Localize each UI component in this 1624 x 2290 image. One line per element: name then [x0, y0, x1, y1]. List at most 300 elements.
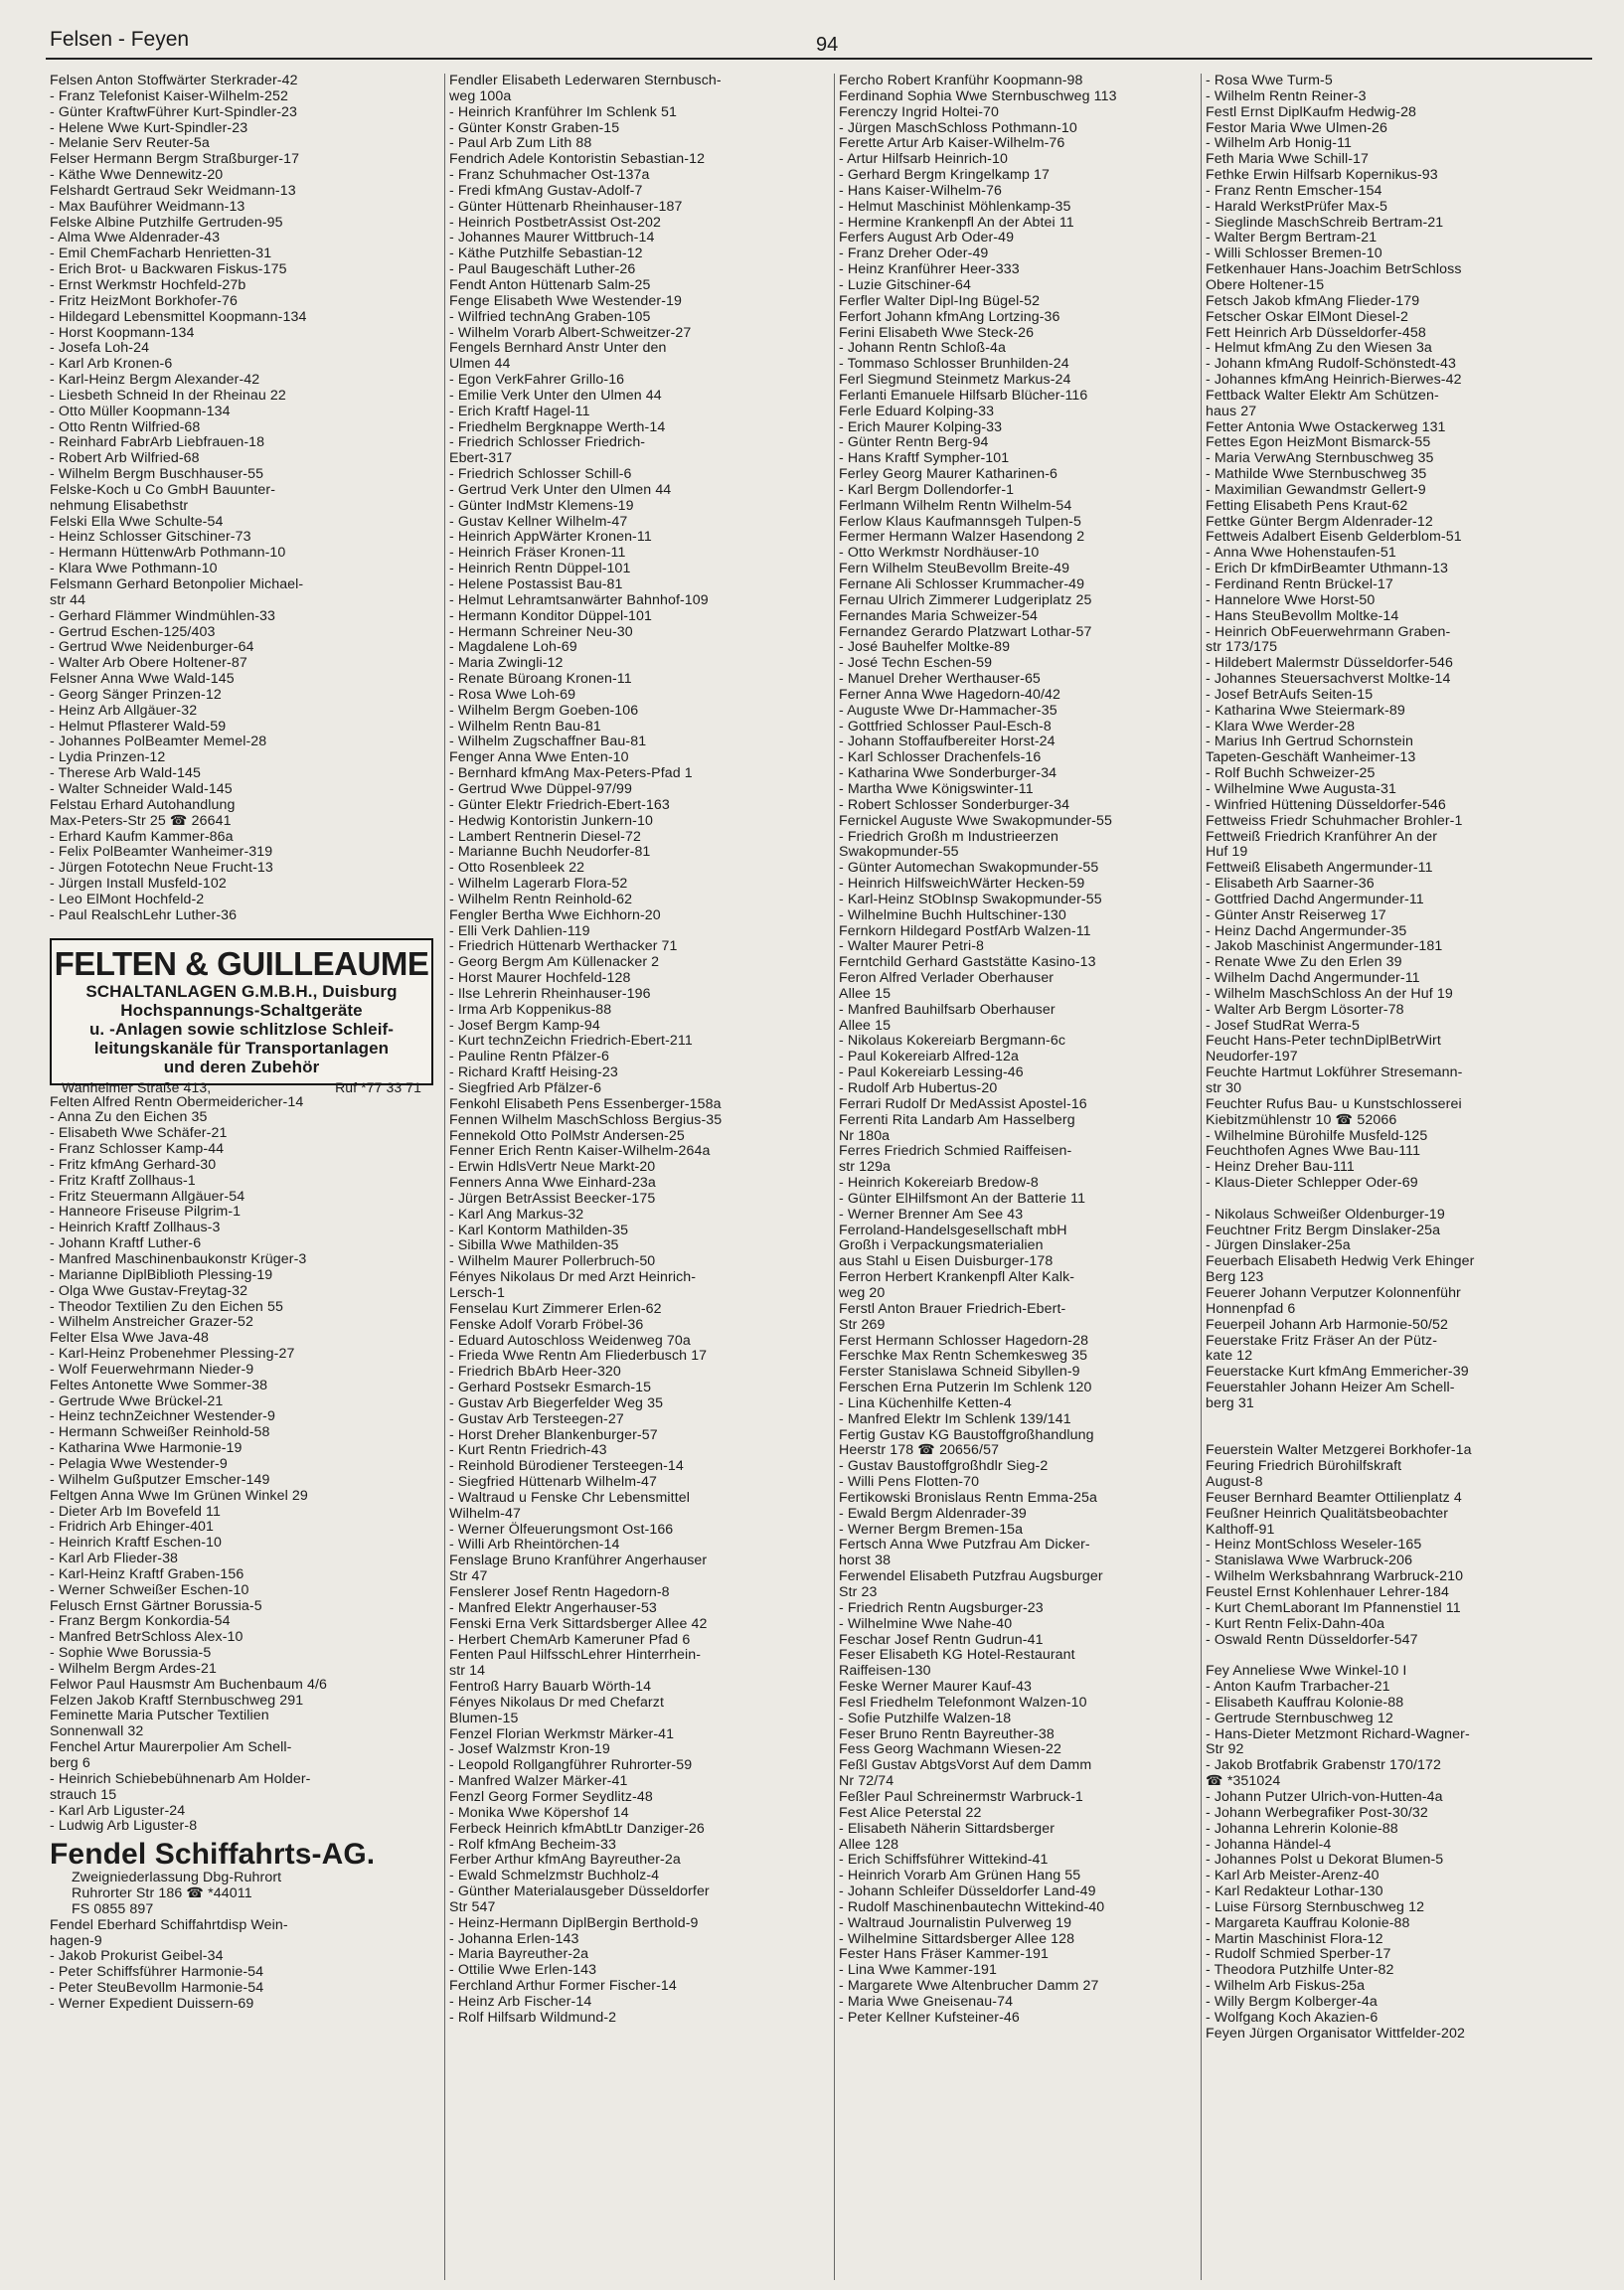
directory-entry: - Willi Schlosser Bremen-10 — [1206, 245, 1382, 262]
directory-entry: - Hermann Schreiner Neu-30 — [449, 623, 633, 640]
directory-entry: - Wilhelm Rentn Reinhold-62 — [449, 891, 633, 907]
directory-entry: Feron Alfred Verlader Oberhauser — [839, 970, 1055, 987]
directory-entry: - Hannelore Wwe Horst-50 — [1206, 591, 1376, 608]
directory-entry: Fess Georg Wachmann Wiesen-22 — [839, 1741, 1061, 1758]
directory-entry: - Anna Zu den Eichen 35 — [50, 1109, 208, 1126]
directory-entry: - Marianne DiplBiblioth Plessing-19 — [50, 1266, 273, 1283]
directory-entry: - Gerhard Flämmer Windmühlen-33 — [50, 607, 276, 624]
directory-entry: - Erich Dr kfmDirBeamter Uthmann-13 — [1206, 561, 1448, 577]
directory-entry: - Theodor Textilien Zu den Eichen 55 — [50, 1298, 283, 1315]
directory-entry: - Franz Dreher Oder-49 — [839, 245, 989, 262]
ad-line: und deren Zubehör — [163, 1057, 320, 1076]
directory-entry: - Kurt technZeichn Friedrich-Ebert-211 — [449, 1033, 693, 1050]
directory-entry: - Artur Hilfsarb Heinrich-10 — [839, 151, 1008, 168]
entry-list-1a — [50, 74, 432, 924]
directory-entry: - Werner Expedient Duissern-69 — [50, 1995, 254, 2012]
directory-entry: - Friedrich Rentn Augsburger-23 — [839, 1599, 1044, 1616]
directory-entry: - Karl Schlosser Drachenfels-16 — [839, 749, 1042, 766]
directory-entry: - Maria Zwingli-12 — [449, 655, 564, 672]
directory-entry: - Richard Kraftf Heising-23 — [449, 1064, 618, 1081]
directory-entry: - Gustav Arb Biegerfelder Weg 35 — [449, 1394, 664, 1411]
directory-entry: - Johann Kraftf Luther-6 — [50, 1235, 202, 1252]
directory-entry: Neudorfer-197 — [1206, 1049, 1298, 1065]
directory-entry: - Rudolf Schmied Sperber-17 — [1206, 1946, 1391, 1963]
directory-entry: Ferres Friedrich Schmied Raiffeisen- — [839, 1143, 1072, 1160]
directory-entry: - Friedrich Hüttenarb Werthacker 71 — [449, 938, 678, 955]
directory-entry: kate 12 — [1206, 1348, 1253, 1365]
directory-entry: - Heinz Dachd Angermunder-35 — [1206, 922, 1407, 939]
directory-entry: Feminette Maria Putscher Textilien — [50, 1708, 269, 1724]
directory-entry: - Helene Wwe Kurt-Spindler-23 — [50, 119, 248, 136]
directory-entry: Feser Elisabeth KG Hotel-Restaurant — [839, 1647, 1075, 1664]
directory-entry: - Elisabeth Näherin Sittardsberger — [839, 1820, 1056, 1837]
directory-entry: - Friedhelm Bergknappe Werth-14 — [449, 418, 666, 435]
directory-entry: - Peter Kellner Kufsteiner-46 — [839, 2009, 1020, 2026]
directory-entry: - Hermann HüttenwArb Pothmann-10 — [50, 545, 286, 562]
directory-entry: Ferini Elisabeth Wwe Steck-26 — [839, 324, 1035, 341]
felten-guilleaume-ad — [50, 938, 433, 1095]
directory-entry: - Nikolaus Kokereiarb Bergmann-6c — [839, 1033, 1066, 1050]
directory-entry: - Franz Bergm Konkordia-54 — [50, 1613, 231, 1630]
directory-entry: - Karl Arb Flieder-38 — [50, 1551, 179, 1567]
directory-entry: - Margareta Kauffrau Kolonie-88 — [1206, 1914, 1410, 1931]
directory-entry: - Gertrud Wwe Düppel-97/99 — [449, 780, 632, 797]
directory-entry: weg 100a — [449, 87, 512, 104]
directory-entry: Ferle Eduard Kolping-33 — [839, 403, 995, 419]
directory-entry: Ferschen Erna Putzerin Im Schlenk 120 — [839, 1380, 1092, 1396]
directory-entry: - Waltraud u Fenske Chr Lebensmittel — [449, 1489, 690, 1506]
directory-entry: - Erich Brot- u Backwaren Fiskus-175 — [50, 261, 287, 278]
directory-entry: - Pauline Rentn Pfälzer-6 — [449, 1049, 610, 1065]
directory-entry: Fettweiß Friedrich Kranführer An der — [1206, 828, 1438, 845]
directory-entry: - Hildegard Lebensmittel Koopmann-134 — [50, 308, 307, 325]
directory-entry: - Reinhold Bürodiener Tersteegen-14 — [449, 1458, 684, 1475]
directory-entry: - Hermann Schweißer Reinhold-58 — [50, 1424, 270, 1441]
directory-entry: - Peter SteuBevollm Harmonie-54 — [50, 1980, 264, 1997]
directory-entry: - Wilhelm Bergm Ardes-21 — [50, 1660, 217, 1677]
directory-entry: Feuerpeil Johann Arb Harmonie-50/52 — [1206, 1316, 1449, 1333]
directory-entry: - Herbert ChemArb Kameruner Pfad 6 — [449, 1631, 691, 1648]
directory-entry: - Wilhelm MaschSchloss An der Huf 19 — [1206, 985, 1453, 1002]
directory-entry: ☎ *351024 — [1206, 1773, 1281, 1790]
directory-entry: - Franz Schlosser Kamp-44 — [50, 1141, 225, 1158]
directory-entry: Feuerstake Fritz Fräser An der Pütz- — [1206, 1332, 1438, 1349]
directory-entry: - Ewald Bergm Aldenrader-39 — [839, 1505, 1027, 1522]
directory-entry: - Max Bauführer Weidmann-13 — [50, 198, 245, 215]
directory-entry: Feuchthofen Agnes Wwe Bau-111 — [1206, 1143, 1421, 1160]
directory-entry: - Jürgen Install Musfeld-102 — [50, 876, 227, 893]
directory-entry: Honnenpfad 6 — [1206, 1300, 1296, 1317]
directory-entry: - Wilhelm Zugschaffner Bau-81 — [449, 734, 647, 750]
directory-entry: Fettback Walter Elektr Am Schützen- — [1206, 387, 1439, 404]
directory-entry: Fendler Elisabeth Lederwaren Sternbusch- — [449, 73, 722, 88]
directory-entry — [1206, 1192, 1598, 1208]
directory-entry: - Wilhelm Dachd Angermunder-11 — [1206, 970, 1420, 987]
directory-entry: - Johanna Händel-4 — [1206, 1836, 1332, 1853]
directory-entry: Fenske Adolf Vorarb Fröbel-36 — [449, 1316, 644, 1333]
directory-entry: - Siegfried Arb Pfälzer-6 — [449, 1080, 602, 1096]
directory-entry: - Johanna Lehrerin Kolonie-88 — [1206, 1820, 1398, 1837]
directory-entry: Feucht Hans-Peter technDiplBetrWirt — [1206, 1033, 1441, 1050]
directory-entry: - Mathilde Wwe Sternbuschweg 35 — [1206, 466, 1427, 483]
directory-entry: - Otto Werkmstr Nordhäuser-10 — [839, 545, 1040, 562]
directory-entry: - Bernhard kfmAng Max-Peters-Pfad 1 — [449, 765, 693, 782]
directory-entry: Feschar Josef Rentn Gudrun-41 — [839, 1631, 1044, 1648]
directory-entry: - Manfred Walzer Märker-41 — [449, 1773, 628, 1790]
directory-entry: - Sophie Wwe Borussia-5 — [50, 1645, 212, 1662]
directory-entry: Str 47 — [449, 1568, 488, 1585]
directory-entry: Fényes Nikolaus Dr med Arzt Heinrich- — [449, 1269, 697, 1286]
directory-entry: Sonnenwall 32 — [50, 1723, 144, 1740]
directory-entry: - Lydia Prinzen-12 — [50, 749, 166, 766]
directory-entry: - Friedrich Schlosser Schill-6 — [449, 466, 632, 483]
column-1 — [50, 74, 432, 2280]
directory-entry: - Fritz HeizMont Borkhofer-76 — [50, 292, 238, 309]
directory-entry: Felser Hermann Bergm Straßburger-17 — [50, 151, 300, 168]
directory-entry: Fester Hans Fräser Kammer-191 — [839, 1946, 1050, 1963]
directory-entry: - Jakob Maschinist Angermunder-181 — [1206, 938, 1443, 955]
directory-entry: - Heinrich Vorarb Am Grünen Hang 55 — [839, 1868, 1081, 1884]
directory-entry: - Martin Maschinist Flora-12 — [1206, 1930, 1383, 1947]
directory-entry: Fern Wilhelm SteuBevollm Breite-49 — [839, 561, 1070, 577]
directory-entry: Felske-Koch u Co GmbH Bauunter- — [50, 481, 276, 498]
directory-entry: - Gustav Baustoffgroßhdlr Sieg-2 — [839, 1458, 1049, 1475]
directory-entry: Str 92 — [1206, 1741, 1244, 1758]
directory-entry: str 173/175 — [1206, 639, 1278, 656]
directory-entry: Lersch-1 — [449, 1284, 505, 1301]
page-number: 94 — [816, 34, 839, 56]
directory-entry: - Martha Wwe Königswinter-11 — [839, 780, 1034, 797]
ad-title: FELTEN & GUILLEAUME — [54, 944, 429, 982]
directory-entry: Fertikowski Bronislaus Rentn Emma-25a — [839, 1489, 1097, 1506]
directory-entry: Kiebitzmühlenstr 10 ☎ 52066 — [1206, 1111, 1397, 1128]
directory-entry: - Günter Anstr Reiserweg 17 — [1206, 906, 1386, 923]
directory-entry: Fenten Paul HilfsschLehrer Hinterrhein- — [449, 1647, 702, 1664]
directory-entry: - Lambert Rentnerin Diesel-72 — [449, 828, 641, 845]
directory-entry: - Kurt Rentn Friedrich-43 — [449, 1442, 607, 1459]
directory-entry: - Klaus-Dieter Schlepper Oder-69 — [1206, 1175, 1418, 1192]
directory-entry: Fernane Ali Schlosser Krummacher-49 — [839, 576, 1085, 592]
directory-entry: Kalthoff-91 — [1206, 1521, 1275, 1538]
directory-entry: - Günther Materialausgeber Düsseldorfer — [449, 1883, 710, 1900]
directory-entry: Obere Holtener-15 — [1206, 276, 1325, 293]
directory-entry: Ferroland-Handelsgesellschaft mbH — [839, 1222, 1067, 1238]
directory-entry: Ferntchild Gerhard Gaststätte Kasino-13 — [839, 954, 1096, 971]
directory-entry: - Walter Maurer Petri-8 — [839, 938, 985, 955]
directory-entry: - Werner Schweißer Eschen-10 — [50, 1581, 249, 1598]
directory-entry: - Luise Fürsorg Sternbuschweg 12 — [1206, 1898, 1425, 1915]
directory-entry: Tapeten-Geschäft Wanheimer-13 — [1206, 749, 1416, 766]
directory-entry: - Margarete Wwe Altenbrucher Damm 27 — [839, 1978, 1099, 1995]
directory-entry: - Johanna Erlen-143 — [449, 1930, 579, 1947]
column-4 — [1201, 74, 1598, 2280]
directory-entry: - Johann Stoffaufbereiter Horst-24 — [839, 734, 1056, 750]
directory-entry: - Jürgen Fototechn Neue Frucht-13 — [50, 860, 273, 877]
directory-entry: - Werner Bergm Bremen-15a — [839, 1521, 1024, 1538]
directory-entry: Fett Heinrich Arb Düsseldorfer-458 — [1206, 324, 1426, 341]
directory-entry: - Katharina Wwe Steiermark-89 — [1206, 702, 1405, 719]
directory-entry: - Paul RealschLehr Luther-36 — [50, 906, 238, 923]
directory-entry: - Johann Schleifer Düsseldorfer Land-49 — [839, 1883, 1096, 1900]
directory-entry: - Erwin HdlsVertr Neue Markt-20 — [449, 1159, 656, 1176]
directory-entry: Feth Maria Wwe Schill-17 — [1206, 151, 1370, 168]
directory-entry: - Maria Bayreuther-2a — [449, 1946, 589, 1963]
directory-entry: - Günter Konstr Graben-15 — [449, 119, 620, 136]
directory-entry: - Friedrich Schlosser Friedrich- — [449, 434, 646, 451]
directory-entry: - Hildebert Malermstr Düsseldorfer-546 — [1206, 655, 1454, 672]
directory-entry: - Ernst Werkmstr Hochfeld-27b — [50, 276, 246, 293]
directory-entry: Feuchter Rufus Bau- u Kunstschlosserei — [1206, 1095, 1462, 1112]
directory-entry — [1206, 1648, 1598, 1664]
directory-entry: - Karl Arb Liguster-24 — [50, 1802, 186, 1819]
directory-entry: - Alma Wwe Aldenrader-43 — [50, 230, 221, 246]
directory-entry: - Fridrich Arb Ehinger-401 — [50, 1519, 215, 1536]
directory-entry: Raiffeisen-130 — [839, 1663, 931, 1680]
directory-entry: - Walter Arb Bergm Lösorter-78 — [1206, 1001, 1404, 1018]
directory-entry: Ferlmann Wilhelm Rentn Wilhelm-54 — [839, 497, 1072, 514]
directory-entry: - Wilhelmine Buchh Hultschiner-130 — [839, 906, 1066, 923]
directory-entry: berg 31 — [1206, 1394, 1254, 1411]
directory-entry: - Kurt Rentn Felix-Dahn-40a — [1206, 1615, 1385, 1632]
directory-entry: Fenselau Kurt Zimmerer Erlen-62 — [449, 1300, 662, 1317]
ad-footer — [52, 1080, 431, 1100]
directory-entry: - Otto Rosenbleek 22 — [449, 860, 585, 877]
directory-entry: - Manfred BetrSchloss Alex-10 — [50, 1629, 244, 1646]
directory-entry: - Johannes Steuersachverst Moltke-14 — [1206, 671, 1451, 688]
directory-entry: - Josef Bergm Kamp-94 — [449, 1017, 600, 1034]
directory-entry: - Franz Rentn Emscher-154 — [1206, 182, 1382, 199]
directory-entry: - Gertrud Wwe Neidenburger-64 — [50, 639, 254, 656]
directory-entry: - Karl-Heinz StObInsp Swakopmunder-55 — [839, 891, 1102, 907]
directory-entry: Feser Bruno Rentn Bayreuther-38 — [839, 1725, 1055, 1742]
directory-entry: Feyen Jürgen Organisator Wittfelder-202 — [1206, 2025, 1465, 2042]
directory-entry: - Jürgen Dinslaker-25a — [1206, 1237, 1351, 1254]
directory-entry: - Winfried Hüttening Düsseldorfer-546 — [1206, 796, 1446, 813]
directory-entry: Ferner Anna Wwe Hagedorn-40/42 — [839, 686, 1061, 703]
directory-entry: Felski Ella Wwe Schulte-54 — [50, 513, 224, 530]
directory-entry: - Emilie Verk Unter den Ulmen 44 — [449, 387, 662, 404]
directory-entry: - Karl Arb Kronen-6 — [50, 356, 173, 373]
directory-entry: - Walter Arb Obere Holtener-87 — [50, 655, 247, 672]
directory-entry: str 44 — [50, 591, 86, 608]
fendel-ad-line: Ruhrorter Str 186 ☎ *44011 — [72, 1885, 252, 1902]
directory-entry: - Manfred Bauhilfsarb Oberhauser — [839, 1001, 1056, 1018]
directory-entry: Fenkohl Elisabeth Pens Essenberger-158a — [449, 1095, 722, 1112]
directory-entry: Allee 128 — [839, 1836, 899, 1853]
directory-entry: - Johann kfmAng Rudolf-Schönstedt-43 — [1206, 356, 1457, 373]
directory-entry: - Siegfried Hüttenarb Wilhelm-47 — [449, 1474, 658, 1491]
directory-entry: - Jürgen BetrAssist Beecker-175 — [449, 1190, 656, 1207]
directory-entry: Swakopmunder-55 — [839, 844, 959, 861]
directory-entry: Felstau Erhard Autohandlung — [50, 796, 236, 813]
directory-entry: Ferstl Anton Brauer Friedrich-Ebert- — [839, 1300, 1066, 1317]
directory-entry: - Paul Kokereiarb Lessing-46 — [839, 1064, 1024, 1081]
directory-entry: - Gottfried Dachd Angermunder-11 — [1206, 891, 1424, 907]
directory-entry: strauch 15 — [50, 1786, 117, 1803]
directory-entry: Ferl Siegmund Steinmetz Markus-24 — [839, 372, 1071, 389]
directory-entry: - Wilhelm Arb Fiskus-25a — [1206, 1978, 1366, 1995]
directory-entry: - Wilhelmine Sittardsberger Allee 128 — [839, 1930, 1075, 1947]
directory-entry: - Günter IndMstr Klemens-19 — [449, 497, 634, 514]
directory-entry: - Friedrich BbArb Heer-320 — [449, 1364, 621, 1381]
directory-entry: - Kurt ChemLaborant Im Pfannenstiel 11 — [1206, 1599, 1461, 1616]
directory-entry: - Heinz MontSchloss Weseler-165 — [1206, 1537, 1422, 1554]
directory-entry: - Robert Arb Wilfried-68 — [50, 450, 200, 467]
directory-entry: - Magdalene Loh-69 — [449, 639, 577, 656]
directory-entry: Fenchel Artur Maurerpolier Am Schell- — [50, 1739, 292, 1756]
directory-entry: Ferlanti Emanuele Hilfsarb Blücher-116 — [839, 387, 1088, 404]
directory-entry: Feuerstacke Kurt kfmAng Emmericher-39 — [1206, 1364, 1469, 1381]
directory-entry: - Heinrich ObFeuerwehrmann Graben- — [1206, 623, 1451, 640]
directory-entry: - Gerhard Postsekr Esmarch-15 — [449, 1380, 652, 1396]
directory-entry: Fenzel Florian Werkmstr Märker-41 — [449, 1725, 675, 1742]
directory-entry: - José Bauhelfer Moltke-89 — [839, 639, 1011, 656]
directory-entry: Fenski Erna Verk Sittardsberger Allee 42 — [449, 1615, 708, 1632]
directory-entry: - Gertrud Verk Unter den Ulmen 44 — [449, 481, 672, 498]
ad-phone: Ruf *77 33 71 — [335, 1078, 421, 1095]
directory-entry: - Heinrich AppWärter Kronen-11 — [449, 529, 652, 546]
directory-entry: Ferenczy Ingrid Holtei-70 — [839, 103, 999, 120]
directory-entry: - Josef Walzmstr Kron-19 — [449, 1741, 610, 1758]
directory-entry: - Rolf Buchh Schweizer-25 — [1206, 765, 1376, 782]
ad-address: Wanheimer Straße 413, — [62, 1078, 212, 1095]
directory-entry: - Fredi kfmAng Gustav-Adolf-7 — [449, 182, 643, 199]
directory-entry: - Rolf kfmAng Becheim-33 — [449, 1836, 616, 1853]
directory-entry: str 30 — [1206, 1080, 1242, 1096]
directory-entry: - Erhard Kaufm Kammer-86a — [50, 828, 234, 845]
directory-entry: - Heinz Schlosser Gitschiner-73 — [50, 529, 251, 546]
directory-entry: - Paul Arb Zum Lith 88 — [449, 135, 592, 152]
directory-entry: - Klara Wwe Werder-28 — [1206, 718, 1356, 735]
directory-entry: - Walter Bergm Bertram-21 — [1206, 230, 1378, 246]
directory-entry: - Heinz technZeichner Westender-9 — [50, 1408, 275, 1425]
directory-entry: - Georg Sänger Prinzen-12 — [50, 686, 222, 703]
directory-entry: - Hans-Dieter Metzmont Richard-Wagner- — [1206, 1725, 1470, 1742]
directory-entry: Fest Alice Peterstal 22 — [839, 1804, 982, 1821]
directory-entry: - Josef StudRat Werra-5 — [1206, 1017, 1361, 1034]
directory-entry: hagen-9 — [50, 1932, 102, 1949]
directory-entry: Festl Ernst DiplKaufm Hedwig-28 — [1206, 103, 1417, 120]
directory-entry: - Manfred Elektr Im Schlenk 139/141 — [839, 1410, 1071, 1427]
directory-entry: - Pelagia Wwe Westender-9 — [50, 1455, 228, 1472]
directory-entry: Fetsch Jakob kfmAng Flieder-179 — [1206, 292, 1420, 309]
directory-entry: Fettke Günter Bergm Aldenrader-12 — [1206, 513, 1433, 530]
directory-entry: - Heinrich Kraftf Zollhaus-3 — [50, 1220, 221, 1236]
directory-entry: - Helmut Pflasterer Wald-59 — [50, 718, 227, 735]
directory-entry: Ebert-317 — [449, 450, 513, 467]
directory-entry: - Paul Kokereiarb Alfred-12a — [839, 1049, 1020, 1065]
directory-entry: - Karl Arb Meister-Arenz-40 — [1206, 1868, 1380, 1884]
directory-entry: - Horst Maurer Hochfeld-128 — [449, 970, 631, 987]
directory-entry: Feßler Paul Schreinermstr Warbruck-1 — [839, 1788, 1083, 1805]
directory-entry: - Heinrich Rentn Düppel-101 — [449, 561, 631, 577]
directory-entry: - Ottilie Wwe Erlen-143 — [449, 1962, 597, 1979]
directory-entry: - Willi Arb Rheintörchen-14 — [449, 1537, 620, 1554]
directory-entry: Feuerstahler Johann Heizer Am Schell- — [1206, 1380, 1455, 1396]
ad-line: u. -Anlagen sowie schlitzlose Schleif- — [88, 1019, 395, 1039]
directory-entry: - Helmut kfmAng Zu den Wiesen 3a — [1206, 340, 1432, 357]
directory-entry: Str 269 — [839, 1316, 886, 1333]
directory-entry: - Maria Wwe Gneisenau-74 — [839, 1993, 1014, 2010]
directory-entry: - Katharina Wwe Harmonie-19 — [50, 1440, 243, 1457]
directory-entry: - Leo ElMont Hochfeld-2 — [50, 891, 205, 907]
directory-entry: - Karl Bergm Dollendorfer-1 — [839, 481, 1015, 498]
directory-entry: Feußner Heinrich Qualitätsbeobachter — [1206, 1505, 1449, 1522]
directory-entry: - Waltraud Journalistin Pulverweg 19 — [839, 1914, 1072, 1931]
directory-entry: - Hans Kaiser-Wilhelm-76 — [839, 182, 1003, 199]
directory-entry: - Anton Kaufm Trarbacher-21 — [1206, 1679, 1390, 1696]
directory-entry: Max-Peters-Str 25 ☎ 26641 — [50, 812, 232, 829]
directory-entry: Fertsch Anna Wwe Putzfrau Am Dicker- — [839, 1537, 1090, 1554]
directory-entry: - Erich Schiffsführer Wittekind-41 — [839, 1852, 1049, 1869]
directory-entry: - Friedrich Großh m Industrieerzen — [839, 828, 1059, 845]
directory-entry: - Manuel Dreher Werthauser-65 — [839, 671, 1041, 688]
directory-entry: - Werner Ölfeuerungsmont Ost-166 — [449, 1521, 674, 1538]
ad-line: Hochspannungs-Schaltgeräte — [120, 1000, 363, 1020]
directory-entry: - Heinrich Fräser Kronen-11 — [449, 545, 626, 562]
fendel-ad-line: FS 0855 897 — [72, 1900, 154, 1917]
directory-entry: - Wilhelm Lagerarb Flora-52 — [449, 876, 628, 893]
directory-entry: Feuchtner Fritz Bergm Dinslaker-25a — [1206, 1222, 1441, 1238]
directory-entry: - Klara Wwe Pothmann-10 — [50, 561, 218, 577]
directory-entry: Ferette Artur Arb Kaiser-Wilhelm-76 — [839, 135, 1065, 152]
directory-entry: - Heinz Arb Allgäuer-32 — [50, 702, 198, 719]
directory-entry: - Gertrude Sternbuschweg 12 — [1206, 1710, 1393, 1726]
directory-entry: - Leopold Rollgangführer Ruhrorter-59 — [449, 1757, 693, 1774]
directory-entry: Fesl Friedhelm Telefonmont Walzen-10 — [839, 1694, 1087, 1711]
ad-line: SCHALTANLAGEN G.M.B.H., Duisburg — [85, 981, 398, 1001]
directory-entry: - Johann Rentn Schloß-4a — [839, 340, 1007, 357]
directory-entry: - Elisabeth Wwe Schäfer-21 — [50, 1125, 228, 1142]
directory-entry: Fertig Gustav KG Baustoffgroßhandlung — [839, 1426, 1094, 1443]
directory-entry: - Karl-Heinz Kraftf Graben-156 — [50, 1565, 244, 1582]
directory-entry: - Wilhelm Maurer Pollerbruch-50 — [449, 1253, 656, 1270]
directory-entry: str 129a — [839, 1159, 892, 1176]
directory-entry: - Wilhelmine Wwe Augusta-31 — [1206, 780, 1396, 797]
directory-entry: - Johannes Maurer Wittbruch-14 — [449, 230, 655, 246]
directory-entry: - Fritz Kraftf Zollhaus-1 — [50, 1172, 196, 1189]
directory-entry: Fenners Anna Wwe Einhard-23a — [449, 1175, 656, 1192]
directory-entry — [1206, 1428, 1598, 1444]
directory-entry: - Georg Bergm Am Küllenacker 2 — [449, 954, 660, 971]
directory-entry: Str 547 — [449, 1898, 496, 1915]
directory-entry: Felten Alfred Rentn Obermeidericher-14 — [50, 1093, 304, 1110]
directory-entry: Ferfler Walter Dipl-Ing Bügel-52 — [839, 292, 1041, 309]
directory-entry: - Johannes PolBeamter Memel-28 — [50, 734, 267, 750]
directory-entry: - Johann Putzer Ulrich-von-Hutten-4a — [1206, 1788, 1443, 1805]
directory-entry: - Elisabeth Kauffrau Kolonie-88 — [1206, 1694, 1404, 1711]
directory-entry: - Gottfried Schlosser Paul-Esch-8 — [839, 718, 1052, 735]
directory-entry: - Lina Küchenhilfe Ketten-4 — [839, 1394, 1012, 1411]
directory-entry: - Hans Kraftf Sympher-101 — [839, 450, 1010, 467]
directory-entry: - Günter Elektr Friedrich-Ebert-163 — [449, 796, 670, 813]
directory-entry: Fendrich Adele Kontoristin Sebastian-12 — [449, 151, 706, 168]
directory-entry: Ferlow Klaus Kaufmannsgeh Tulpen-5 — [839, 513, 1081, 530]
directory-entry: Fenzl Georg Former Seydlitz-48 — [449, 1788, 653, 1805]
directory-entry: - Josefa Loh-24 — [50, 340, 150, 357]
directory-entry: Felshardt Gertraud Sekr Weidmann-13 — [50, 182, 296, 199]
directory-entry: Feuerbach Elisabeth Hedwig Verk Ehinger — [1206, 1253, 1475, 1270]
directory-entry: - Hanneore Friseuse Pilgrim-1 — [50, 1204, 242, 1221]
directory-entry: - Jakob Brotfabrik Grabenstr 170/172 — [1206, 1757, 1442, 1774]
directory-entry: Felske Albine Putzhilfe Gertruden-95 — [50, 214, 283, 231]
directory-entry: Nr 180a — [839, 1127, 891, 1144]
directory-entry: Ferfers August Arb Oder-49 — [839, 230, 1015, 246]
directory-entry: Fetscher Oskar ElMont Diesel-2 — [1206, 308, 1409, 325]
directory-entry: - Rudolf Arb Hubertus-20 — [839, 1080, 998, 1096]
directory-entry: Wilhelm-47 — [449, 1505, 521, 1522]
directory-entry: - Gertrude Wwe Brückel-21 — [50, 1392, 224, 1409]
